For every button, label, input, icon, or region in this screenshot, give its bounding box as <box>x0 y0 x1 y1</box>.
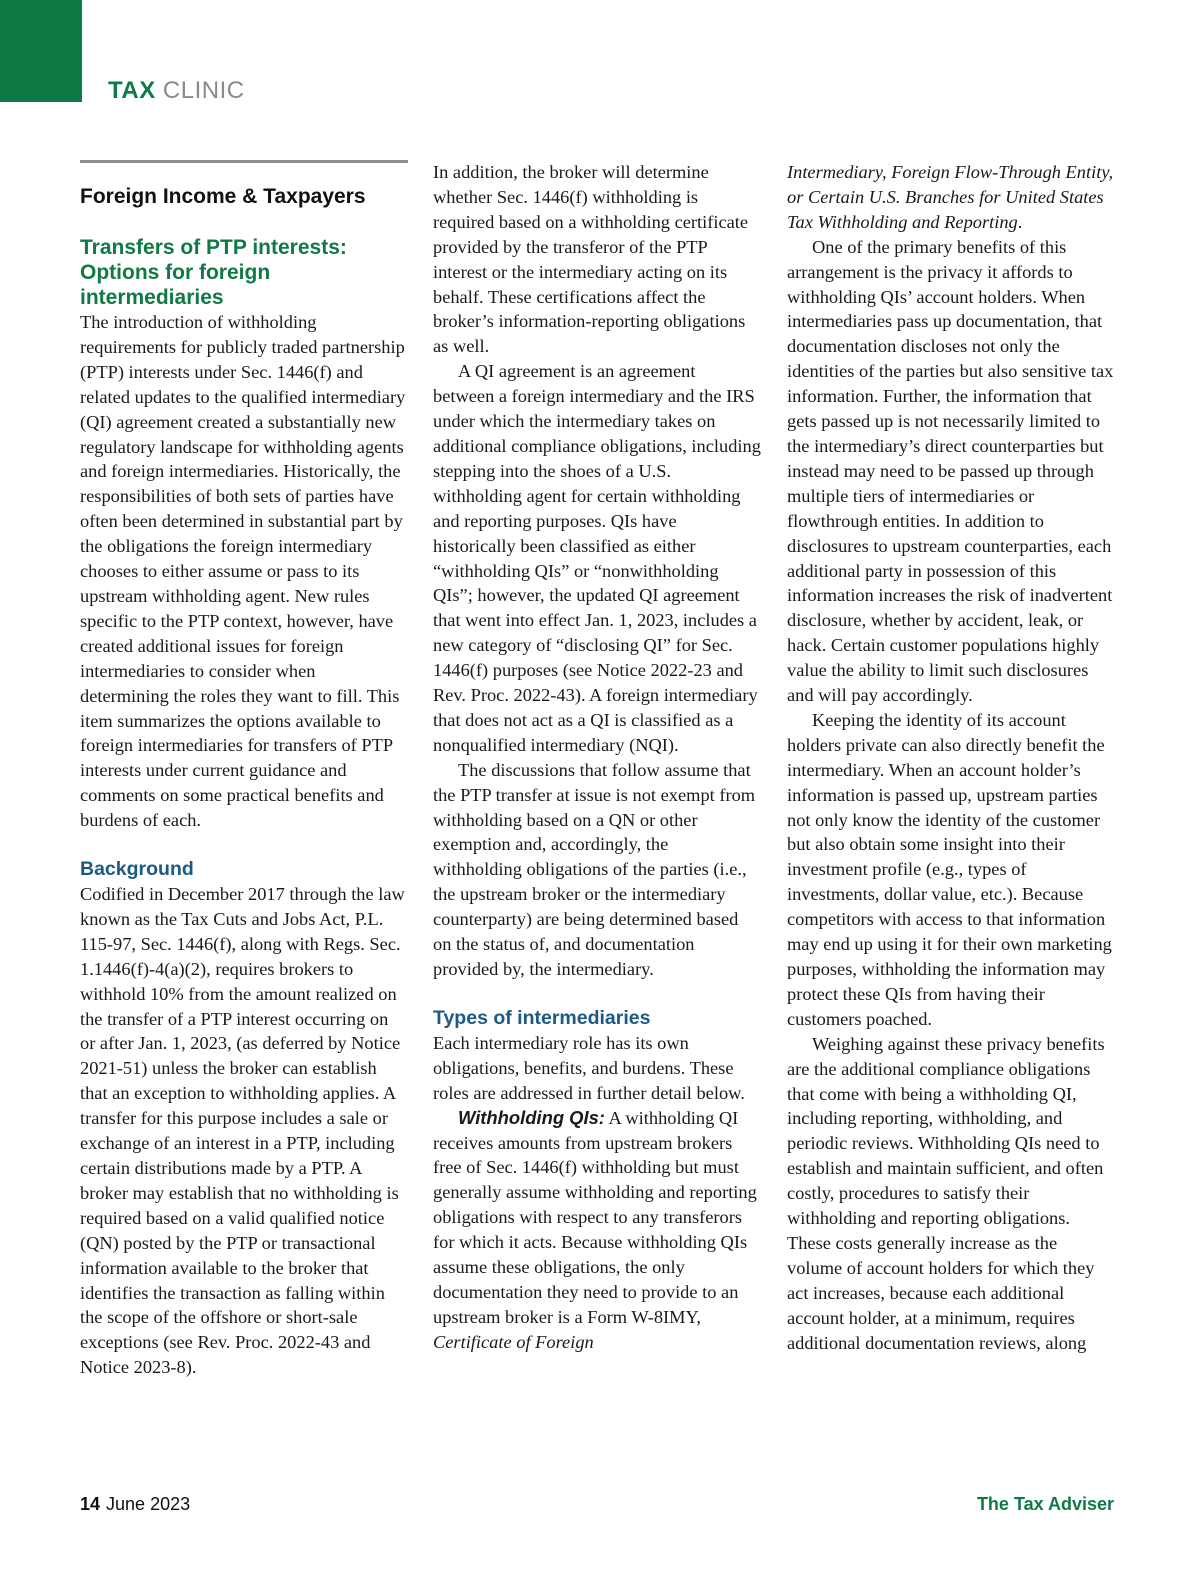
form-title-continued: Intermediary, Foreign Flow-Through Entity, or Certain U.S. Branches for United States Tax Withholding and Reporting <box>787 162 1114 232</box>
item-title: Transfers of PTP interests: Options for foreign intermediaries <box>80 236 347 309</box>
background-paragraph: Codified in December 2017 through the law known as the Tax Cuts and Jobs Act, P.L. 115-97, Sec. 1446(f), along with Regs. Sec. 1.1446(f)-4(a)(2), requires brokers to withhold 10% from the amount realized on the transfer of a PTP interest occurring on or after Jan. 1, 2023, (as deferred by Notice 2021-51) unless the broker can establish that an exception to withholding applies. A transfer for this purpose includes a sale or exchange of an interest in a PTP, including certain distributions made by a PTP. A broker may establish that no withholding is required based on a valid qualified notice (QN) posted by the PTP or transactional information available to the broker that identifies the transaction as falling within the scope of the offshore or short-sale exceptions (see Rev. Proc. 2022-43 and Notice 2023-8). <box>80 884 405 1378</box>
publication-name: The Tax Adviser <box>976 1494 1114 1514</box>
withholding-qis-runin: Withholding QIs: <box>458 1106 605 1128</box>
types-heading: Types of intermediaries <box>433 1006 651 1029</box>
withholding-qis-text: A withholding QI receives amounts from upstream brokers free of Sec. 1446(f) withholding but must generally assume withholding and reporting obligations with respect to any transferors for which it acts. Because withholding QIs assume these obligations, the only documentation they need to provide to an upstream broker is a Form W-8IMY, <box>433 1107 757 1327</box>
withholding-qis-paragraph <box>433 1106 761 1355</box>
col2-paragraph-2: A QI agreement is an agreement between a foreign intermediary and the IRS under which the intermediary takes on additional compliance obligations, including stepping into the shoes of a U.S. withholding agent for certain withholding and reporting purposes. QIs have historically been classified as either “withholding QIs” or “nonwithholding QIs”; however, the updated QI agreement that went into effect Jan. 1, 2023, includes a new category of “disclosing QI” for Sec. 1446(f) purposes (see Notice 2022-23 and Rev. Proc. 2022-43). A foreign intermediary that does not act as a QI is classified as a nonqualified intermediary (NQI). <box>433 361 761 755</box>
background-heading: Background <box>80 858 194 881</box>
form-title-end: . <box>1017 211 1023 232</box>
types-paragraph: Each intermediary role has its own obligations, benefits, and burdens. These roles are addressed in further detail below. <box>433 1032 745 1103</box>
col3-paragraph-1: One of the primary benefits of this arrangement is the privacy it affords to withholding QIs’ account holders. When intermediaries pass up documentation, that documentation discloses not only the identities of the parties but also sensitive tax information. Further, the information that gets passed up is not necessarily limited to the intermediary’s direct counterparties but instead may need to be passed up through multiple tiers of intermediaries or flowthrough entities. In addition to disclosures to upstream counterparties, each additional party in possession of this information increases the risk of inadvertent disclosure, whether by accident, leak, or hack. Certain customer populations highly value the ability to limit such disclosures and will pay accordingly. <box>787 236 1114 706</box>
form-title-start: Certificate of Foreign <box>433 1331 594 1352</box>
col2-paragraph-3: The discussions that follow assume that the PTP transfer at issue is not exempt from withholding based on a QN or other exemption and, accordingly, the withholding obligations of the parties (i.e., the upstream broker or the intermediary counterparty) are being determined based on the status of, and documentation provided by, the intermediary. <box>433 759 756 979</box>
intro-paragraph: The introduction of withholding requirements for publicly traded partnership (PTP) interests under Sec. 1446(f) and related updates to the qualified intermediary (QI) agreement created a substantially new regulatory landscape for withholding agents and foreign intermediaries. Historically, the responsibilities of both sets of parties have often been determined in substantial part by the obligations the foreign intermediary chooses to either assume or pass to its upstream withholding agent. New rules specific to the PTP context, however, have created additional issues for foreign intermediaries to consider when determining the roles they want to fill. This item summarizes the options available to foreign intermediaries for transfers of PTP interests under current guidance and comments on some practical benefits and burdens of each. <box>80 312 406 831</box>
column-1 <box>80 160 408 1380</box>
col3-paragraph-2: Keeping the identity of its account holders private can also directly benefit the intermediary. When an account holder’s information is passed up, upstream parties not only know the identity of the customer but also obtain some insight into their investment profile (e.g., types of investments, dollar value, etc.). Because competitors with access to that information may end up using it for their own marketing purposes, withholding the information may protect these QIs from having their customers poached. <box>787 709 1112 1029</box>
column-3 <box>787 160 1115 1356</box>
section-header-label <box>108 77 245 105</box>
header-label-bold: TAX <box>108 77 156 104</box>
page-number: 14 <box>80 1494 101 1514</box>
col3-form-title-paragraph <box>787 160 1115 235</box>
issue-date: June 2023 <box>106 1494 191 1514</box>
section-rule <box>80 160 408 163</box>
corner-accent-block <box>0 0 82 102</box>
footer-page-info <box>80 1494 190 1515</box>
section-title: Foreign Income & Taxpayers <box>80 185 366 208</box>
column-2 <box>433 160 761 1355</box>
col2-paragraph-1: In addition, the broker will determine whether Sec. 1446(f) withholding is required based on a withholding certificate provided by the transferor of the PTP interest or the intermediary acting on its behalf. These certifications affect the broker’s information-reporting obligations as well. <box>433 162 749 357</box>
col3-paragraph-3: Weighing against these privacy benefits are the additional compliance obligations that come with being a withholding QI, including reporting, withholding, and periodic reviews. Withholding QIs need to establish and maintain sufficient, and often costly, procedures to satisfy their withholding and reporting obligations. These costs generally increase as the volume of account holders for which they act increases, because each additional account holder, at a minimum, requires additional documentation reviews, along <box>787 1033 1105 1353</box>
header-label-light: CLINIC <box>162 77 245 104</box>
